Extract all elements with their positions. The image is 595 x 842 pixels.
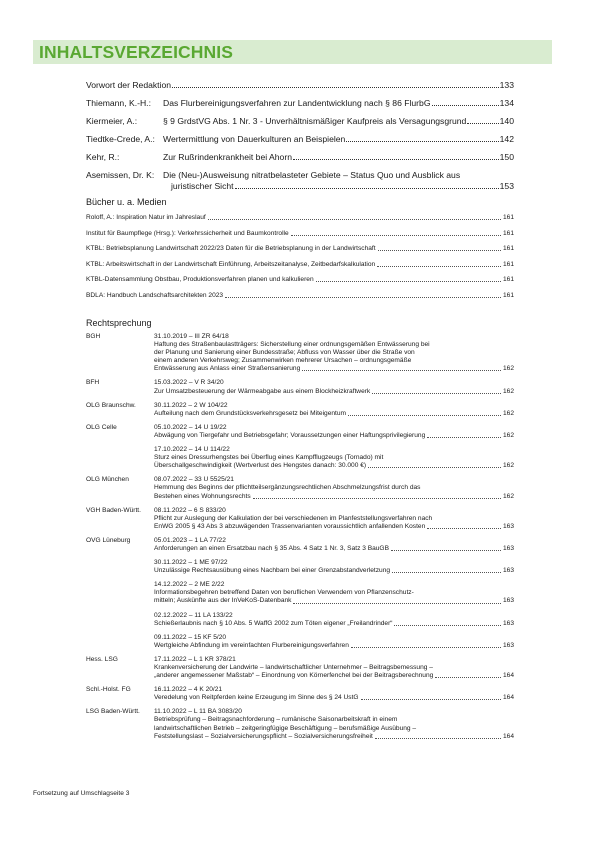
leader-dots [346,141,498,142]
toc-entry-body [86,80,514,91]
book-entry[interactable] [86,230,514,238]
case-entry[interactable] [154,333,514,373]
leader-dots [235,188,499,189]
book-entry-title: KTBL: Arbeitswirtschaft in der Landwirtschaft Einführung, Arbeitszeitanalyse, Zeitbedarfskalkulation [86,260,376,268]
toc-entry-body [163,152,514,163]
case-date-ref: 30.11.2022 – 2 W 104/22 [154,401,228,409]
toc-entry-title: Zur Rußrindenkrankheit bei Ahorn [163,152,292,162]
book-page-number: 161 [502,260,514,268]
case-description-last [154,567,514,575]
case-description-last [154,523,514,531]
case-date-ref: 05.10.2022 – 14 U 19/22 [154,423,227,431]
case-description-last [154,462,514,470]
court-group [86,656,514,686]
leader-dots [427,528,501,529]
case-description-line: Sturz eines Dressurhengstes bei Überflug eines Kampfflugzeugs (Tornado) mit [154,454,384,462]
toc-entry-title: Vorwort der Redaktion [86,80,172,90]
toc-entry-body [163,98,514,109]
court-name: BFH [86,379,100,387]
court-name: OLG Celle [86,423,117,431]
case-date-ref: 16.11.2022 – 4 K 20/21 [154,686,223,694]
court-name: OLG Braunschw. [86,401,136,409]
leader-dots [378,250,501,251]
toc-entry[interactable] [86,134,514,145]
case-page-number: 164 [502,694,514,702]
case-entry[interactable] [154,379,514,395]
court-group [86,476,514,506]
book-entry-title: BDLA: Handbuch Landschaftsarchitekten 2023 [86,291,224,299]
toc-entry-title-cont [163,181,514,192]
case-description-last [154,672,514,680]
case-entry[interactable] [154,634,514,650]
court-entries [154,708,514,746]
case-entry[interactable] [154,446,514,470]
case-page-number: 163 [502,567,514,575]
leader-dots [302,370,501,371]
case-page-number: 162 [502,462,514,470]
toc-entry[interactable] [86,80,514,91]
page-title: INHALTSVERZEICHNIS [39,41,233,62]
case-description-last [154,432,514,440]
toc-entry-author: Tiedtke-Crede, A.: [86,134,155,144]
case-description-line: Aufteilung nach dem Grundstücksverkehrsgesetz bei Miteigentum [154,409,347,417]
leader-dots [432,105,499,106]
toc-page-number: 150 [499,152,514,162]
case-description-line: landwirtschaftlichen Betrieb – zeitgeringfügige Beschäftigung – berufsmäßige Ausübung – [154,724,417,732]
case-page-number: 162 [502,492,514,500]
case-page-number: 163 [502,597,514,605]
court-entries [154,333,514,379]
court-entries [154,656,514,686]
books-list [86,214,514,308]
court-name: BGH [86,333,101,340]
case-date-ref: 05.01.2023 – 1 LA 77/22 [154,536,226,544]
case-description-last [154,733,514,741]
leader-dots [316,281,501,282]
leader-dots [253,498,501,499]
case-description-line: einem anderen Verkehrsweg; Zusammenwirken mehrerer Ursachen – ordnungsgemäße [154,357,412,365]
book-entry[interactable] [86,214,514,222]
case-entry[interactable] [154,537,514,553]
case-date-ref: 30.11.2022 – 1 ME 97/22 [154,559,228,567]
court-group [86,507,514,537]
case-page-number: 162 [502,409,514,417]
toc-entry-author: Kehr, R.: [86,152,120,162]
case-description-line: Unzulässige Rechtsausübung eines Nachbarn bei einer Grenzabstandverletzung [154,567,391,575]
court-entries [154,476,514,506]
case-description-line: Bestehen eines Wohnungsrechts [154,492,251,500]
case-entry[interactable] [154,424,514,440]
case-description-line: Betriebsprüfung – Beitragsnachforderung – rumänische Saisonarbeitskraft in einem [154,716,398,724]
leader-dots [375,738,501,739]
case-page-number: 162 [502,365,514,373]
toc-page-number: 140 [499,116,514,126]
toc-entry-author: Thiemann, K.-H.: [86,98,151,108]
book-page-number: 161 [502,214,514,221]
leader-dots [377,266,501,267]
leader-dots [348,415,501,416]
case-description-last [154,388,514,396]
case-entry[interactable] [154,402,514,418]
case-entry[interactable] [154,581,514,605]
books-section-title: Bücher u. a. Medien [86,197,167,207]
case-description-line: Feststellungslast – Sozialversicherungspflicht – Sozialversicherungsfreiheit [154,732,373,740]
case-date-ref: 15.03.2022 – V R 34/20 [154,379,224,387]
court-entries [154,507,514,537]
leader-dots [368,467,501,468]
case-description-line: Abwägung von Tiergefahr und Betriebsgefahr; Voraussetzungen einer Haftungsprivilegierung [154,431,426,439]
case-page-number: 163 [502,641,514,649]
case-description-last [154,597,514,605]
court-name: Hess. LSG [86,655,118,663]
leader-dots [351,647,501,648]
case-page-number: 162 [502,387,514,395]
case-date-ref: 17.11.2022 – L 1 KR 378/21 [154,655,236,663]
toc-entry-title: Wertermittlung von Dauerkulturen an Beispielen [163,134,346,144]
book-entry-title: Roloff, A.: Inspiration Natur im Jahreslauf [86,214,206,221]
case-entry[interactable] [154,686,514,702]
court-name: Schl.-Holst. FG [86,686,131,694]
case-description-last [154,493,514,501]
court-entries [154,379,514,401]
leader-dots [208,219,501,220]
case-description-line: mitteln; Auskünfte aus der InVeKoS-Datenbank [154,597,292,605]
leader-dots [291,235,501,236]
court-entries [154,537,514,656]
court-name: VGH Baden-Württ. [86,506,141,514]
book-page-number: 161 [502,229,514,237]
book-entry[interactable] [86,245,514,253]
court-entries [154,424,514,476]
toc-entry-body [163,170,514,192]
case-date-ref: 02.12.2022 – 11 LA 133/22 [154,611,233,619]
case-entry[interactable] [154,708,514,740]
book-entry-title: Institut für Baumpflege (Hrsg.): Verkehrssicherheit und Baumkontrolle [86,229,289,237]
case-description-last [154,410,514,418]
court-group [86,686,514,708]
court-group [86,708,514,746]
toc-page-number: 134 [499,98,514,108]
court-group [86,333,514,379]
court-entries [154,402,514,424]
leader-dots [361,699,501,700]
toc-page-number: 142 [499,134,514,144]
leader-dots [372,393,501,394]
book-page-number: 161 [502,291,514,299]
case-page-number: 164 [502,732,514,740]
leader-dots [391,550,501,551]
case-description-line: Zur Umsatzbesteuerung der Wärmeabgabe aus einem Blockheizkraftwerk [154,387,371,395]
court-name: OLG München [86,476,129,484]
leader-dots [392,572,501,573]
case-description-line: der Planung und Sanierung einer Bundesstraße; Abfluss von Wasser über die Straße von [154,349,415,357]
case-description-line: Schießerlaubnis nach § 10 Abs. 5 WaffG 2002 zum Töten eigener „Freilandrinder“ [154,619,393,627]
toc-entry-author: Asemissen, Dr. K: [86,170,155,180]
court-group [86,402,514,424]
leader-dots [293,603,501,604]
book-entry[interactable] [86,276,514,284]
leader-dots [427,437,501,438]
case-date-ref: 17.10.2022 – 14 U 114/22 [154,446,230,454]
case-description-last [154,620,514,628]
case-page-number: 163 [502,619,514,627]
case-date-ref: 08.11.2022 – 6 S 833/20 [154,506,226,514]
case-description-line: Haftung des Straßenbaulastträgers: Sicherstellung einer ordnungsgemäßen Entwässerung bei [154,341,430,349]
case-page-number: 163 [502,544,514,552]
book-entry-title: KTBL: Betriebsplanung Landwirtschaft 2022/23 Daten für die Betriebsplanung in der Landwirtschaft [86,245,376,253]
case-list [86,333,514,747]
court-name: OVG Lüneburg [86,536,131,544]
case-description-line: Hemmung des Beginns der pflichtteilsergänzungsrechtlichen Abschmelzungsfrist durch das [154,484,421,492]
book-entry-title: KTBL-Datensammlung Obstbau, Produktionsverfahren planen und kalkulieren [86,276,314,284]
toc-entry-title: Das Flurbereinigungsverfahren zur Landentwicklung nach § 86 FlurbG [163,98,431,108]
case-description-line: „anderer angemessener Maßstab“ – Einordnung von Körnerfenchel bei der Beitragsberechnung [154,672,434,680]
toc-entry-author: Kiermeier, A.: [86,116,138,126]
toc-entry[interactable] [86,152,514,163]
case-description-line: Anforderungen an einen Ersatzbau nach § 35 Abs. 4 Satz 1 Nr. 3, Satz 3 BauGB [154,544,389,552]
case-description-line: Veredelung von Reitpferden keine Erzeugung im Sinne des § 24 UstG [154,694,359,702]
editorial-list [86,80,514,199]
case-description-last [154,545,514,553]
case-entry[interactable] [154,559,514,575]
court-group [86,537,514,656]
case-entry[interactable] [154,656,514,680]
court-entries [154,686,514,708]
leader-dots [394,625,501,626]
case-date-ref: 09.11.2022 – 15 KF 5/20 [154,633,227,641]
case-date-ref: 31.10.2019 – III ZR 64/18 [154,333,229,340]
case-date-ref: 08.07.2022 – 33 U 5525/21 [154,476,234,484]
toc-entry-title: Die (Neu-)Ausweisung nitratbelasteter Gebiete – Status Quo und Ausblick aus [163,170,461,180]
book-entry[interactable] [86,292,514,300]
toc-entry-body [163,134,514,145]
book-entry[interactable] [86,261,514,269]
leader-dots [435,677,501,678]
case-date-ref: 11.10.2022 – L 11 BA 3083/20 [154,708,242,716]
court-name: LSG Baden-Württ. [86,708,140,716]
header-bar [33,40,552,64]
case-description-last [154,365,514,373]
case-description-last [154,642,514,650]
book-page-number: 161 [502,276,514,284]
toc-entry[interactable] [86,116,514,127]
court-group [86,424,514,476]
case-description-line: Pflicht zur Auslegung der Kalkulation der bei verschiedenen im Planfeststellungsverfahren nach [154,514,433,522]
case-date-ref: 14.12.2022 – 2 ME 2/22 [154,581,225,589]
toc-page-number: 153 [499,181,514,191]
toc-entry[interactable] [86,170,514,192]
continuation-note: Fortsetzung auf Umschlagseite 3 [33,790,130,797]
leader-dots [293,159,499,160]
leader-dots [172,87,499,88]
toc-entry-title: juristischer Sicht [171,181,234,191]
case-description-last [154,694,514,702]
case-description-line: EnWG 2005 § 43 Abs 3 abzuwägenden Trassenvarianten voraussichtlich anfallenden Kosten [154,522,426,530]
case-page-number: 163 [502,522,514,530]
toc-entry-body [163,116,514,127]
case-entry[interactable] [154,612,514,628]
court-group [86,379,514,401]
case-description-line: Entwässerung aus Anlass einer Straßensanierung [154,365,301,373]
case-section-title: Rechtsprechung [86,318,152,328]
case-description-line: Informationsbegehren betreffend Daten von beruflichen Verwendern von Pflanzenschutz- [154,589,414,597]
case-description-line: Überschallgeschwindigkeit (Wertverlust des Hengstes danach: 30.000 €) [154,462,367,470]
toc-entry-title: § 9 GrdstVG Abs. 1 Nr. 3 - Unverhältnismäßiger Kaufpreis als Versagungsgrund [163,116,467,126]
toc-entry[interactable] [86,98,514,109]
leader-dots [225,297,501,298]
case-entry[interactable] [154,476,514,500]
case-description-line: Krankenversicherung der Landwirte – landwirtschaftlicher Unternehmer – Beitragsbemessung – [154,664,433,671]
case-page-number: 164 [502,672,514,680]
book-page-number: 161 [502,245,514,253]
case-page-number: 162 [502,431,514,439]
case-entry[interactable] [154,507,514,531]
toc-page-number: 133 [499,80,514,90]
case-description-line: Wertgleiche Abfindung im vereinfachten Flurbereinigungsverfahren [154,641,349,649]
leader-dots [467,123,498,124]
